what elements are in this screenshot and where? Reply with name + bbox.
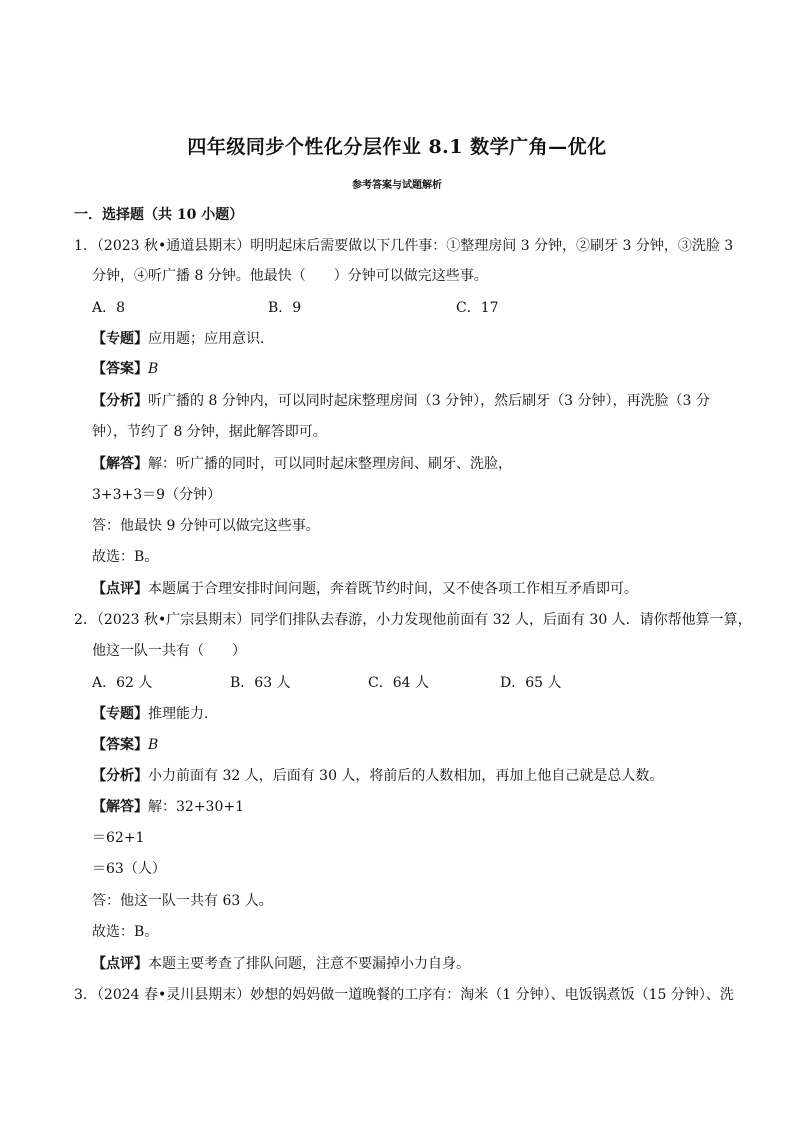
section-heading: 一．选择题（共 10 小题） [74, 207, 244, 223]
q2-answer [92, 735, 158, 755]
q2-answer-tag: 【答案】 [92, 737, 148, 753]
q2-comment [92, 954, 470, 974]
q2-stem-line2: 他这一队一共有（ ） [92, 643, 246, 659]
q2-solution-line2: ＝62+1 [92, 830, 145, 846]
q2-analysis-line1 [92, 766, 663, 786]
q2-solution-line3: ＝63（人） [92, 861, 166, 877]
q1-topic-tag: 【专题】 [92, 331, 148, 347]
q1-comment [92, 579, 638, 599]
q1-analysis-line1 [92, 391, 710, 411]
q1-answer-text: B [148, 361, 159, 377]
q1-answer-tag: 【答案】 [92, 361, 148, 377]
q2-solution-line1 [92, 797, 244, 817]
q1-choice: 故选：B。 [92, 549, 159, 565]
q2-comment-text: 本题主要考查了排队问题，注意不要漏掉小力自身。 [148, 956, 470, 972]
q1-comment-tag: 【点评】 [92, 581, 148, 597]
q2-choice: 故选：B。 [92, 924, 159, 940]
q2-option-b: B．63 人 [230, 675, 291, 691]
q1-comment-text: 本题属于合理安排时间问题，奔着既节约时间，又不使各项工作相互矛盾即可。 [148, 581, 638, 597]
q1-option-a: A．8 [92, 300, 126, 316]
q1-stem-line1: 1．（2023 秋•通道县期末）明明起床后需要做以下几件事：①整理房间 3 分钟，②刷牙 3 分钟，③洗脸 3 [74, 238, 734, 254]
q1-solution-text: 解：听广播的同时，可以同时起床整理房间、刷牙、洗脸， [148, 456, 512, 472]
q2-option-d: D．65 人 [500, 675, 562, 691]
q3-stem-line1: 3．（2024 春•灵川县期末）妙想的妈妈做一道晚餐的工序有：淘米（1 分钟）、电饭锅煮饭（15 分钟）、洗 [74, 987, 734, 1003]
q1-topic [92, 329, 274, 349]
q2-solution-line4: 答：他这一队一共有 63 人。 [92, 893, 273, 909]
q2-stem-line1: 2．（2023 秋•广宗县期末）同学们排队去春游，小力发现他前面有 32 人，后面有 30 人．请你帮他算一算， [74, 612, 752, 628]
q1-stem-line2: 分钟，④听广播 8 分钟。他最快（ ）分钟可以做完这些事。 [92, 268, 488, 284]
q1-analysis-line2: 钟），节约了 8 分钟，据此解答即可。 [92, 424, 327, 440]
document-subtitle: 参考答案与试题解析 [352, 180, 442, 191]
q1-solution-line2: 3+3+3＝9（分钟） [92, 487, 222, 503]
q2-comment-tag: 【点评】 [92, 956, 148, 972]
q1-solution-tag: 【解答】 [92, 456, 148, 472]
q1-solution-line1 [92, 454, 512, 474]
q1-option-b: B．9 [268, 300, 302, 316]
q1-topic-text: 应用题；应用意识． [148, 331, 274, 347]
q2-option-a: A．62 人 [92, 675, 153, 691]
q2-topic-text: 推理能力． [148, 706, 218, 722]
q2-solution-text: 解：32+30+1 [148, 799, 244, 815]
document-title: 四年级同步个性化分层作业 8.1 数学广角—优化 [187, 136, 607, 158]
q1-analysis-text: 听广播的 8 分钟内，可以同时起床整理房间（3 分钟），然后刷牙（3 分钟），再洗脸（3 分 [148, 393, 710, 409]
q2-topic-tag: 【专题】 [92, 706, 148, 722]
q2-analysis-text: 小力前面有 32 人，后面有 30 人，将前后的人数相加，再加上他自己就是总人数。 [148, 768, 664, 784]
q2-answer-text: B [148, 737, 159, 753]
q2-analysis-tag: 【分析】 [92, 768, 148, 784]
q1-analysis-tag: 【分析】 [92, 393, 148, 409]
q1-option-c: C．17 [456, 300, 499, 316]
q1-answer [92, 359, 158, 379]
q2-solution-tag: 【解答】 [92, 799, 148, 815]
q2-topic [92, 704, 218, 724]
q2-option-c: C．64 人 [368, 675, 429, 691]
q1-solution-line3: 答：他最快 9 分钟可以做完这些事。 [92, 518, 320, 534]
